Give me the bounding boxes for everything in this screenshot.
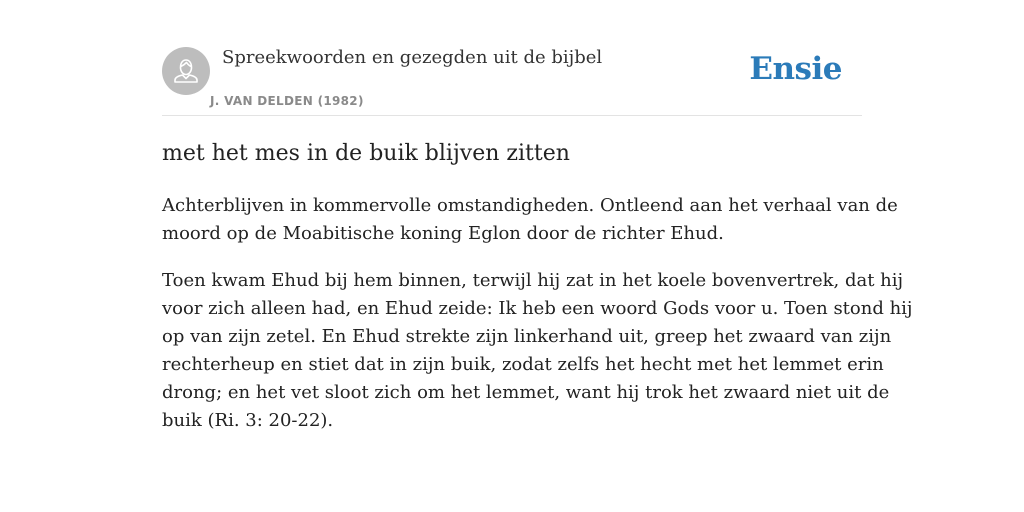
definition-paragraph — [162, 192, 898, 248]
paragraph-line: rechterheup en stiet dat in zijn buik, zodat zelfs het hecht met het lemmet erin — [162, 354, 884, 375]
entry-card — [162, 0, 913, 431]
paragraph-line: op van zijn zetel. En Ehud strekte zijn linkerhand uit, greep het zwaard van zijn — [162, 326, 892, 347]
paragraph-line: voor zich alleen had, en Ehud zeide: Ik heb een woord Gods voor u. Toen stond hij — [162, 298, 913, 319]
paragraph-line: Achterblijven in kommervolle omstandigheden. Ontleend aan het verhaal van de — [162, 195, 898, 216]
ensie-logo[interactable]: Ensie — [749, 51, 842, 87]
book-title-link[interactable]: Spreekwoorden en gezegden uit de bijbel — [222, 47, 603, 68]
entry-title: met het mes in de buik blijven zitten — [162, 141, 570, 166]
quote-paragraph — [162, 267, 913, 435]
paragraph-line: moord op de Moabitische koning Eglon door de richter Ehud. — [162, 223, 724, 244]
source-header — [162, 0, 862, 116]
paragraph-line: drong; en het vet sloot zich om het lemmet, want hij trok het zwaard niet uit de — [162, 382, 890, 403]
user-icon — [162, 47, 210, 95]
paragraph-line: Toen kwam Ehud bij hem binnen, terwijl hij zat in het koele bovenvertrek, dat hij — [162, 270, 904, 291]
author-link[interactable]: J. VAN DELDEN (1982) — [210, 94, 364, 108]
author-avatar[interactable] — [162, 47, 210, 95]
paragraph-line: buik (Ri. 3: 20-22). — [162, 410, 334, 431]
